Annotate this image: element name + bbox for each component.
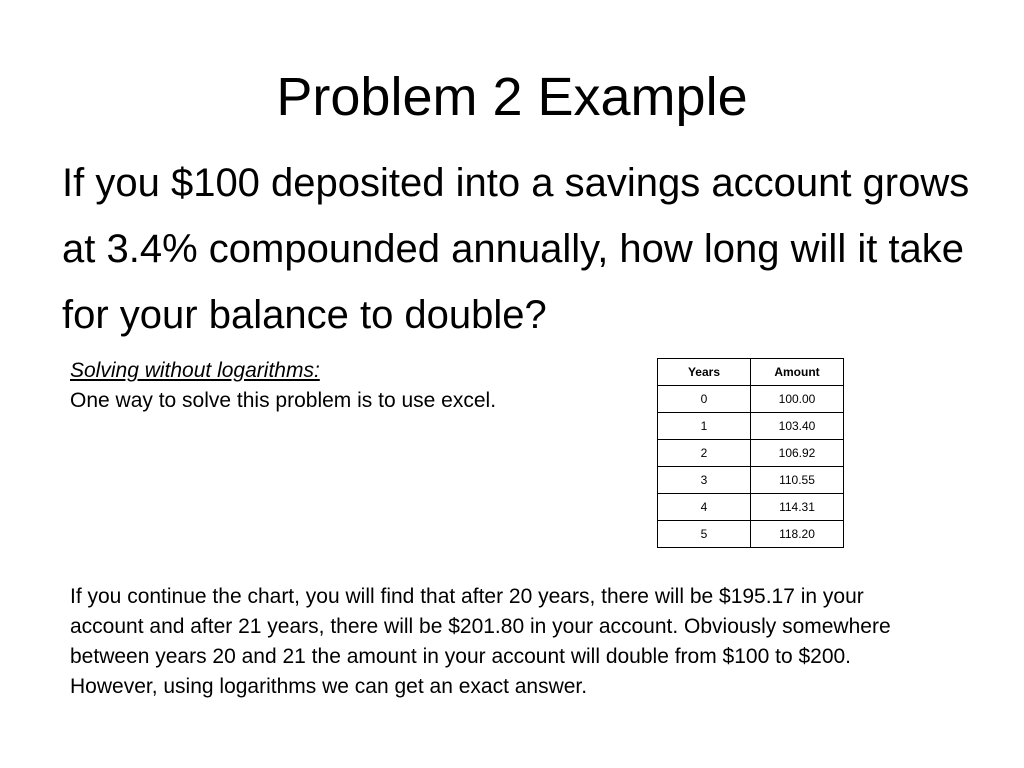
table-row bbox=[658, 521, 844, 548]
table-row bbox=[658, 386, 844, 413]
cell-amount: 110.55 bbox=[751, 467, 844, 494]
cell-years: 5 bbox=[658, 521, 751, 548]
cell-amount: 106.92 bbox=[751, 440, 844, 467]
method-block bbox=[70, 356, 496, 416]
conclusion-text: If you continue the chart, you will find that after 20 years, there will be $195.17 in your account and after 21 years, there will be $201.80 in your account. Obviously somewhere between years 20 and 21 the amount in your account will double from $100 to $200. However, using logarithms we can get an exact answer. bbox=[70, 585, 891, 698]
method-text: One way to solve this problem is to use excel. bbox=[70, 389, 497, 412]
method-heading: Solving without logarithms: bbox=[70, 359, 320, 382]
cell-amount: 103.40 bbox=[751, 413, 844, 440]
cell-amount: 100.00 bbox=[751, 386, 844, 413]
cell-amount: 118.20 bbox=[751, 521, 844, 548]
cell-years: 3 bbox=[658, 467, 751, 494]
table-row bbox=[658, 413, 844, 440]
table-header-row bbox=[658, 359, 844, 386]
cell-years: 0 bbox=[658, 386, 751, 413]
column-header-years: Years bbox=[658, 359, 751, 386]
table-row bbox=[658, 467, 844, 494]
cell-years: 2 bbox=[658, 440, 751, 467]
column-header-amount: Amount bbox=[751, 359, 844, 386]
table-row bbox=[658, 440, 844, 467]
slide-title: Problem 2 Example bbox=[276, 67, 748, 127]
cell-years: 1 bbox=[658, 413, 751, 440]
question-text: If you $100 deposited into a savings account grows at 3.4% compounded annually, how long will it take for your balance to double? bbox=[62, 161, 970, 337]
balance-table bbox=[657, 358, 844, 548]
cell-amount: 114.31 bbox=[751, 494, 844, 521]
table-row bbox=[658, 494, 844, 521]
cell-years: 4 bbox=[658, 494, 751, 521]
